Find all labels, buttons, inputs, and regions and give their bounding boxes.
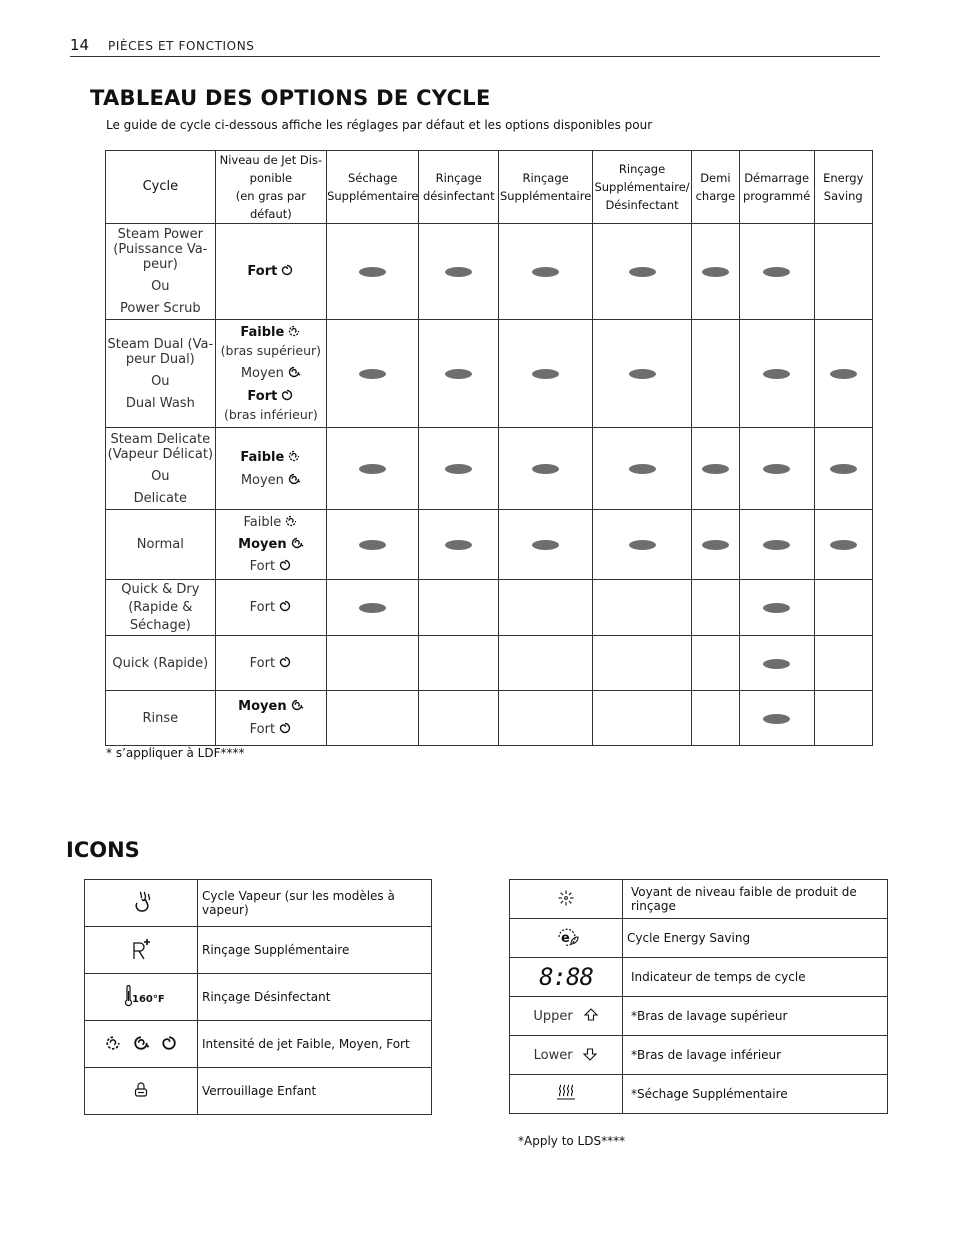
spray-medium-icon — [132, 1034, 150, 1052]
cycle-name-line3: peur) — [142, 257, 178, 272]
icon-description: Verrouillage Enfant — [198, 1068, 432, 1115]
icon-description: Indicateur de temps de cycle — [623, 958, 888, 997]
option-cell — [419, 320, 499, 428]
icon-legend-row — [510, 919, 888, 958]
option-cell — [327, 636, 419, 691]
option-available-dot — [359, 603, 386, 613]
steam-icon — [128, 889, 154, 915]
icon-description: *Bras de lavage inférieur — [623, 1036, 888, 1075]
section-header: PIÈCES ET FONCTIONS — [108, 39, 255, 53]
cycle-name: Steam Delicate — [110, 431, 211, 447]
cycle-or-label: Ou — [151, 468, 170, 484]
spray-level-label: Moyen — [238, 699, 287, 714]
option-cell — [692, 580, 740, 636]
spray-level-fort — [216, 655, 326, 672]
option-cell — [593, 224, 692, 320]
icon-description: Cycle Vapeur (sur les modèles à vapeur) — [198, 880, 432, 927]
spray-strong-icon — [278, 721, 292, 735]
spray-level-label: Fort — [247, 264, 278, 279]
option-cell — [739, 636, 814, 691]
option-cell — [327, 510, 419, 580]
col-header-delay-line1: Démarrage — [744, 171, 810, 185]
option-available-dot — [629, 464, 656, 474]
table-row — [106, 636, 873, 691]
option-cell — [739, 428, 814, 510]
option-cell — [593, 428, 692, 510]
spray-level-cell — [215, 691, 326, 746]
option-cell — [692, 428, 740, 510]
option-cell — [814, 428, 872, 510]
col-header-level-line2: ponible — [249, 171, 293, 185]
table-row — [106, 428, 873, 510]
page-number: 14 — [70, 36, 90, 54]
icons-footnote: *Apply to LDS**** — [518, 1134, 626, 1148]
col-header-energy-line2: Saving — [823, 189, 863, 203]
option-available-dot — [763, 603, 790, 613]
spray-level-fort — [216, 558, 326, 575]
rinse-aid-icon — [557, 889, 575, 907]
cycle-name-cell — [106, 510, 216, 580]
option-available-dot — [702, 540, 729, 550]
col-header-energy-saving — [814, 151, 872, 224]
spray-strong-icon — [280, 388, 294, 402]
spray-level-moyen — [216, 536, 326, 553]
option-cell — [419, 224, 499, 320]
icon-cell — [510, 1036, 623, 1075]
option-cell — [327, 428, 419, 510]
col-header-cycle: Cycle — [106, 151, 216, 224]
option-available-dot — [702, 464, 729, 474]
icons-legend-left — [84, 879, 432, 1115]
option-available-dot — [445, 369, 472, 379]
option-cell — [739, 580, 814, 636]
cycle-name-cell — [106, 636, 216, 691]
energy-saving-icon — [551, 924, 581, 950]
option-available-dot — [359, 369, 386, 379]
spray-strong-icon — [280, 263, 294, 277]
option-cell — [739, 510, 814, 580]
spray-level-label: Moyen — [238, 537, 287, 552]
col-header-level — [215, 151, 326, 224]
option-cell — [499, 580, 593, 636]
icon-legend-row — [85, 880, 432, 927]
spray-level-label: Fort — [249, 559, 276, 574]
option-available-dot — [702, 267, 729, 277]
cycle-name: Normal — [136, 537, 184, 552]
spray-low-icon — [287, 324, 301, 338]
option-cell — [692, 691, 740, 746]
icon-cell — [510, 880, 623, 919]
extra-dry-heat-icon — [555, 1084, 577, 1102]
spray-level-cell — [215, 224, 326, 320]
col-header-sanitize — [419, 151, 499, 224]
option-available-dot — [763, 540, 790, 550]
cycle-name: Steam Dual (Va- — [107, 336, 214, 352]
cycle-name-cell — [106, 224, 216, 320]
icon-legend-row — [510, 880, 888, 919]
spray-level-cell — [215, 320, 326, 428]
spray-medium-icon — [290, 698, 304, 712]
option-cell — [692, 510, 740, 580]
option-cell — [814, 580, 872, 636]
spray-level-label: Faible — [243, 515, 282, 530]
option-cell — [327, 224, 419, 320]
icon-legend-row — [85, 1021, 432, 1068]
option-available-dot — [629, 540, 656, 550]
spray-level-fort — [216, 599, 326, 616]
spray-medium-icon — [287, 365, 301, 379]
option-cell — [814, 224, 872, 320]
option-available-dot — [445, 464, 472, 474]
cycle-name: Quick (Rapide) — [112, 655, 209, 671]
option-cell — [593, 320, 692, 428]
child-lock-icon — [132, 1081, 150, 1099]
option-cell — [327, 320, 419, 428]
col-header-delay-line2: programmé — [742, 189, 811, 203]
svg-text:e: e — [561, 930, 570, 946]
col-header-half-line1: Demi — [700, 171, 731, 185]
option-cell — [419, 636, 499, 691]
icon-legend-row — [85, 927, 432, 974]
option-cell — [814, 320, 872, 428]
spray-level-label: Faible — [240, 449, 285, 465]
col-header-sanitize-line1: Rinçage — [435, 171, 482, 185]
spray-level-faible — [216, 514, 326, 531]
spray-medium-icon — [290, 536, 304, 550]
table-row — [106, 580, 873, 636]
option-available-dot — [830, 464, 857, 474]
option-available-dot — [532, 369, 559, 379]
spray-level-faible — [216, 449, 326, 466]
col-header-both-line2: Supplémentaire/ — [594, 180, 690, 194]
icon-cell — [510, 997, 623, 1036]
spray-low-icon — [287, 449, 301, 463]
option-available-dot — [359, 540, 386, 550]
icon-cell — [85, 1021, 198, 1068]
option-cell — [593, 580, 692, 636]
table-row — [106, 320, 873, 428]
icon-cell — [85, 1068, 198, 1115]
cycle-name-cell — [106, 691, 216, 746]
spray-strong-icon — [160, 1034, 178, 1052]
option-available-dot — [763, 369, 790, 379]
option-available-dot — [763, 714, 790, 724]
icon-legend-row — [85, 974, 432, 1021]
option-cell — [419, 691, 499, 746]
option-available-dot — [532, 540, 559, 550]
option-cell — [692, 320, 740, 428]
col-header-level-line3: (en gras par défaut) — [235, 189, 307, 221]
col-header-extra-rinse — [499, 151, 593, 224]
spray-strong-icon — [278, 655, 292, 669]
icon-legend-row — [510, 997, 888, 1036]
cycle-alt-name: Dual Wash — [125, 395, 195, 411]
upper-label: Upper — [533, 1009, 573, 1024]
option-cell — [814, 636, 872, 691]
extra-rinse-icon — [128, 936, 154, 962]
col-header-extra-dry-line2: Supplémentaire — [327, 189, 419, 203]
arrow-up-icon — [583, 1008, 599, 1022]
icon-cell — [510, 1075, 623, 1114]
spray-level-moyen — [216, 365, 326, 382]
spray-medium-icon — [287, 472, 301, 486]
col-header-half-line2: charge — [695, 189, 736, 203]
spray-level-label: Faible — [240, 325, 285, 340]
option-cell — [419, 428, 499, 510]
option-cell — [327, 580, 419, 636]
col-header-both-line1: Rinçage — [618, 162, 666, 176]
options-title: TABLEAU DES OPTIONS DE CYCLE — [90, 86, 491, 110]
spray-level-cell — [215, 636, 326, 691]
option-available-dot — [445, 267, 472, 277]
spray-level-fort — [216, 263, 326, 280]
icon-cell — [85, 880, 198, 927]
cycle-name: Rinse — [142, 710, 179, 726]
cycle-or-label: Ou — [151, 373, 170, 389]
col-header-delay-start — [739, 151, 814, 224]
option-cell — [499, 320, 593, 428]
cycle-alt-name: Delicate — [133, 490, 188, 506]
option-cell — [692, 636, 740, 691]
option-cell — [419, 510, 499, 580]
options-intro: Le guide de cycle ci-dessous affiche les réglages par défaut et les options disponibles pour — [106, 118, 653, 132]
col-header-energy-line1: Energy — [823, 171, 864, 185]
spray-low-icon — [104, 1034, 122, 1052]
arrow-down-icon — [582, 1047, 598, 1061]
col-header-extra-dry-line1: Séchage — [348, 171, 398, 185]
spray-level-cell — [215, 428, 326, 510]
options-footnote: * s’appliquer à LDF**** — [106, 746, 245, 760]
cycle-name-line2: (Puissance Va- — [113, 242, 208, 257]
option-cell — [593, 636, 692, 691]
option-cell — [739, 691, 814, 746]
option-available-dot — [830, 540, 857, 550]
cycle-options-table — [105, 150, 873, 746]
spray-level-faible — [216, 324, 326, 341]
icon-legend-row — [510, 958, 888, 997]
option-cell — [499, 224, 593, 320]
table-row — [106, 224, 873, 320]
option-available-dot — [532, 267, 559, 277]
cycle-or-label: Ou — [151, 279, 170, 294]
option-cell — [692, 224, 740, 320]
spray-level-moyen — [216, 698, 326, 715]
cycle-name: Quick & Dry — [121, 581, 200, 597]
option-cell — [814, 691, 872, 746]
option-cell — [499, 691, 593, 746]
spray-level-fort — [216, 721, 326, 738]
option-available-dot — [763, 464, 790, 474]
icon-cell — [85, 974, 198, 1021]
icons-legend-right — [509, 879, 888, 1114]
option-available-dot — [763, 267, 790, 277]
header-divider — [70, 56, 880, 57]
icon-description: Rinçage Désinfectant — [198, 974, 432, 1021]
lower-label: Lower — [533, 1048, 573, 1063]
option-available-dot — [830, 369, 857, 379]
cycle-name-line2: (Rapide & — [128, 599, 193, 615]
option-cell — [814, 510, 872, 580]
spray-level-label: Fort — [249, 722, 276, 737]
icon-cell — [510, 958, 623, 997]
col-header-both-line3: Désinfectant — [605, 198, 679, 212]
option-available-dot — [629, 369, 656, 379]
option-cell — [327, 691, 419, 746]
option-cell — [499, 510, 593, 580]
table-row — [106, 691, 873, 746]
icon-cell — [510, 919, 623, 958]
cycle-name-line2: peur Dual) — [125, 351, 195, 367]
option-cell — [739, 320, 814, 428]
option-available-dot — [629, 267, 656, 277]
table-row — [106, 510, 873, 580]
table-header-row — [106, 151, 873, 224]
option-available-dot — [445, 540, 472, 550]
cycle-name-cell — [106, 580, 216, 636]
col-header-extra-rinse-sanitize — [593, 151, 692, 224]
spray-level-moyen — [216, 472, 326, 489]
option-available-dot — [359, 464, 386, 474]
spray-level-fort — [216, 388, 326, 405]
option-cell — [499, 636, 593, 691]
icon-legend-row — [85, 1068, 432, 1115]
col-header-extra-dry — [327, 151, 419, 224]
icons-title: ICONS — [66, 838, 140, 862]
spray-strong-icon — [278, 558, 292, 572]
cycle-name: Steam Power — [117, 227, 204, 242]
option-cell — [593, 691, 692, 746]
spray-level-label: Fort — [249, 600, 276, 615]
col-header-extra-rinse-line2: Supplémentaire — [499, 189, 592, 203]
spray-level-note: (bras inférieur) — [223, 407, 318, 422]
cycle-name-line2: (Vapeur Délicat) — [107, 446, 214, 462]
icon-description: Intensité de jet Faible, Moyen, Fort — [198, 1021, 432, 1068]
col-header-half-load — [692, 151, 740, 224]
icon-description: Rinçage Supplémentaire — [198, 927, 432, 974]
cycle-time-display-icon: 8:88 — [539, 963, 593, 991]
spray-level-cell — [215, 580, 326, 636]
spray-level-label: Fort — [249, 655, 276, 671]
icon-description: *Séchage Supplémentaire — [623, 1075, 888, 1114]
spray-low-icon — [284, 514, 298, 528]
sanitize-temperature: 160°F — [132, 993, 165, 1005]
sanitize-thermometer-icon — [123, 983, 165, 1009]
option-cell — [593, 510, 692, 580]
cycle-name-cell — [106, 428, 216, 510]
option-available-dot — [763, 659, 790, 669]
option-cell — [499, 428, 593, 510]
spray-level-label: Moyen — [240, 472, 284, 488]
spray-level-label: Moyen — [240, 366, 284, 381]
spray-strong-icon — [278, 599, 292, 613]
option-available-dot — [359, 267, 386, 277]
option-available-dot — [532, 464, 559, 474]
icon-legend-row — [510, 1075, 888, 1114]
icon-legend-row — [510, 1036, 888, 1075]
option-cell — [419, 580, 499, 636]
cycle-alt-name: Power Scrub — [119, 301, 201, 316]
col-header-sanitize-line2: désinfectant — [422, 189, 495, 203]
icon-description: *Bras de lavage supérieur — [623, 997, 888, 1036]
icon-description: Voyant de niveau faible de produit de rinçage — [623, 880, 888, 919]
cycle-name-cell — [106, 320, 216, 428]
icon-description: Cycle Energy Saving — [623, 919, 888, 958]
spray-level-label: Fort — [247, 389, 278, 404]
option-cell — [739, 224, 814, 320]
spray-level-cell — [215, 510, 326, 580]
cycle-name-line3: Séchage) — [129, 617, 191, 633]
col-header-level-line1: Niveau de Jet Dis- — [219, 153, 323, 167]
col-header-extra-rinse-line1: Rinçage — [522, 171, 569, 185]
spray-level-note: (bras supérieur) — [220, 343, 322, 358]
icon-cell — [85, 927, 198, 974]
